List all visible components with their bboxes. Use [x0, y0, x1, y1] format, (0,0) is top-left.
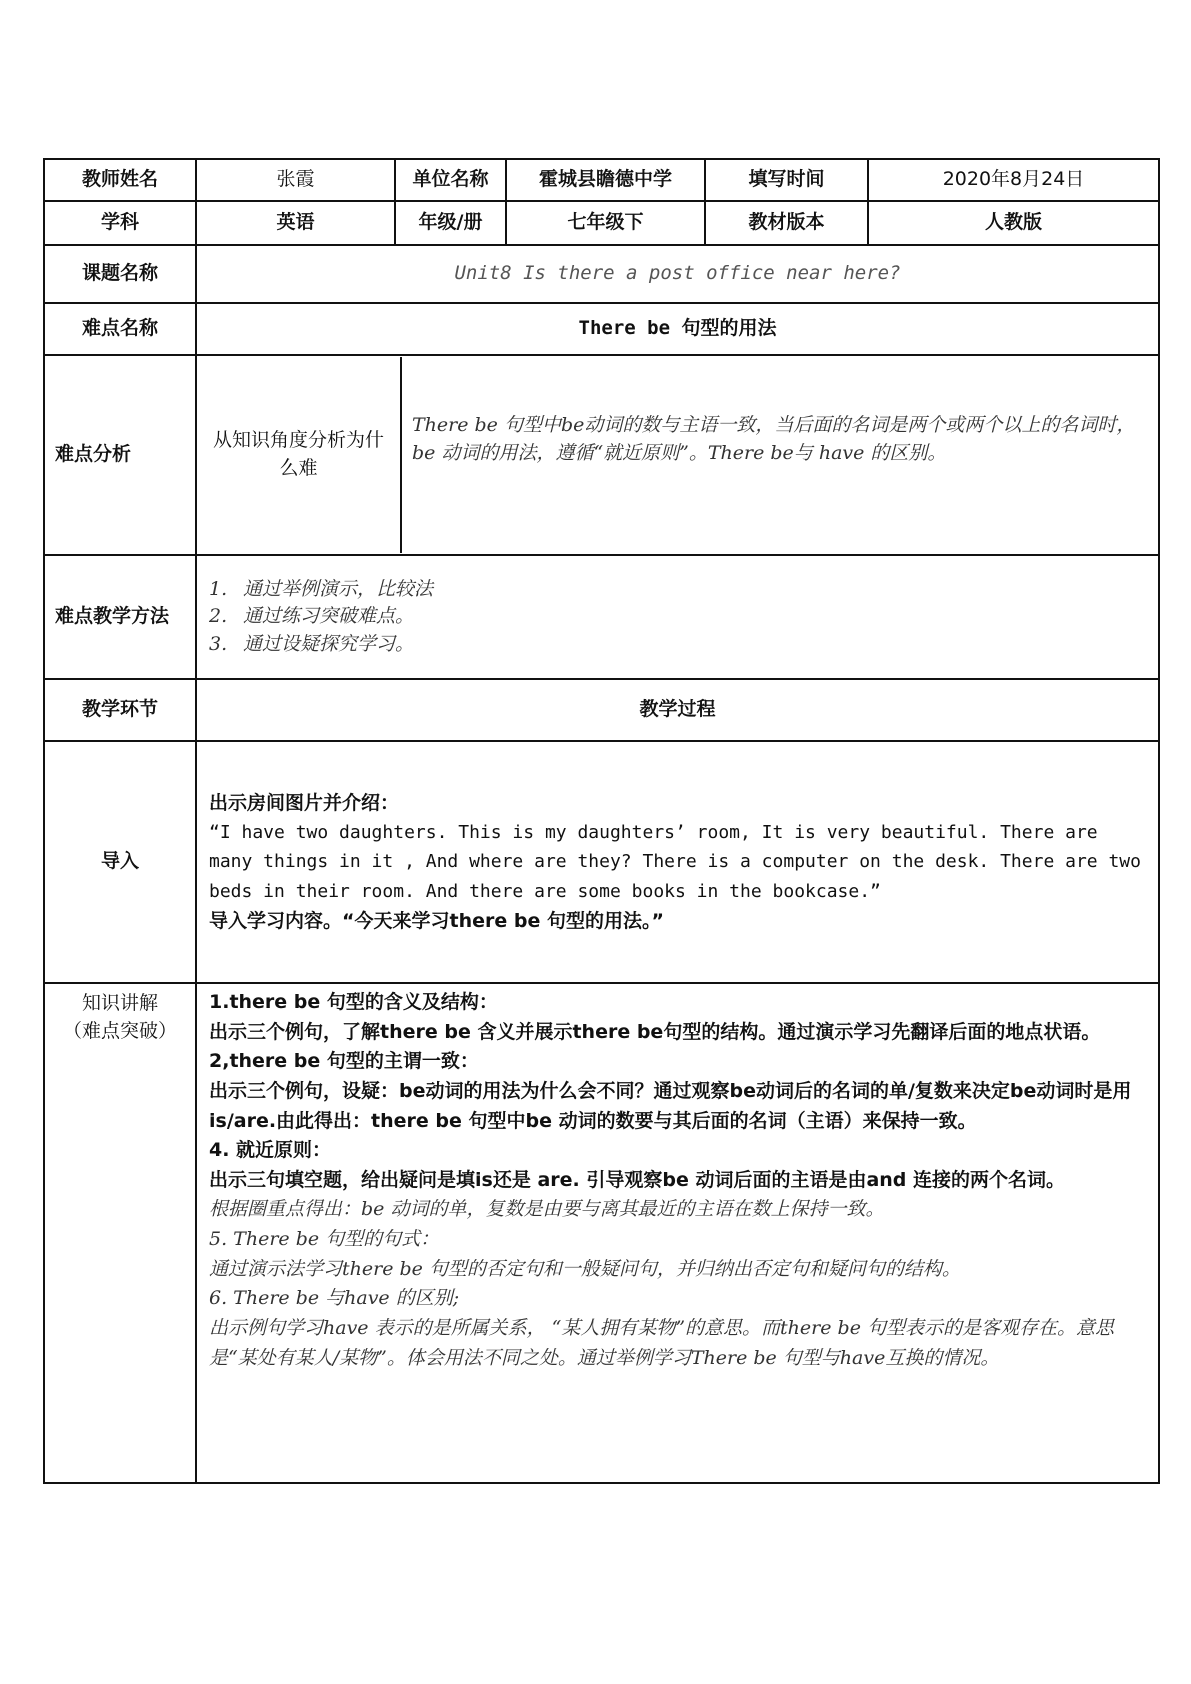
methods-row: [44, 555, 1159, 679]
difficulty-label: 难点名称: [44, 303, 196, 355]
list-item: 1. 通过举例演示，比较法: [209, 577, 434, 600]
knowledge-line: 1.there be 句型的含义及结构：: [209, 991, 498, 1013]
date-label: 填写时间: [705, 159, 868, 201]
knowledge-label: 知识讲解: [81, 992, 158, 1014]
date-value: 2020年8月24日: [868, 159, 1159, 201]
knowledge-line: 通过演示法学习there be 句型的否定句和一般疑问句，并归纳出否定句和疑问句的结构。: [209, 1257, 961, 1280]
grade-value: 七年级下: [506, 201, 705, 245]
knowledge-line: 出示三个例句，了解there be 含义并展示there be句型的结构。通过演示学习先翻译后面的地点状语。: [209, 1020, 1101, 1043]
textbook-label: 教材版本: [705, 201, 868, 245]
analysis-text: There be 句型中be动词的数与主语一致，当后面的名词是两个或两个以上的名词时，be 动词的用法，遵循“就近原则”。There be与 have 的区别。: [412, 414, 1136, 464]
knowledge-line: 6. There be 与have 的区别;: [209, 1287, 460, 1310]
analysis-cell: [196, 355, 1159, 555]
subject-value: 英语: [196, 201, 395, 245]
analysis-inner: [197, 357, 1158, 553]
unit-value: 霍城县瞻德中学: [506, 159, 705, 201]
header-row-2: [44, 201, 1159, 245]
topic-row: [44, 245, 1159, 303]
intro-line-3: 导入学习内容。“今天来学习there be 句型的用法。”: [209, 909, 664, 932]
intro-label: 导入: [44, 741, 196, 983]
analysis-sub-label: 从知识角度分析为什么难: [197, 357, 401, 553]
knowledge-line: 5. There be 句型的句式：: [209, 1228, 440, 1250]
intro-line-2: “I have two daughters. This is my daughters’ room, It is very beautiful. There are many things in it , And where are they? There is a computer on the desk. There are two beds in their room. And there are some books in the bookcase.”: [209, 822, 1141, 902]
methods-list: [209, 576, 1150, 659]
topic-value: Unit8 Is there a post office near here?: [196, 245, 1159, 303]
knowledge-line: 2,there be 句型的主谓一致：: [209, 1050, 479, 1073]
list-item: 2. 通过练习突破难点。: [209, 605, 415, 628]
intro-line-1: 出示房间图片并介绍：: [209, 791, 400, 814]
process-header-row: [44, 679, 1159, 741]
knowledge-line: 出示例句学习have 表示的是所属关系， “某人拥有某物”的意思。而there be 句型表示的是客观存在。意思是“某处有某人/某物”。体会用法不同之处。通过举例学习There be 句型与have互换的情况。: [209, 1316, 1114, 1369]
difficulty-value: There be 句型的用法: [196, 303, 1159, 355]
list-item: 3. 通过设疑探究学习。: [209, 632, 415, 655]
knowledge-label-cell: [44, 983, 196, 1483]
knowledge-row: [44, 983, 1159, 1483]
intro-cell: [196, 741, 1159, 983]
teacher-label: 教师姓名: [44, 159, 196, 201]
analysis-label: 难点分析: [44, 355, 196, 555]
textbook-value: 人教版: [868, 201, 1159, 245]
form-table: [43, 158, 1160, 1484]
process-title: 教学过程: [196, 679, 1159, 741]
knowledge-line: 根据圈重点得出：be 动词的单，复数是由要与离其最近的主语在数上保持一致。: [209, 1198, 885, 1221]
knowledge-line: 4. 就近原则：: [209, 1139, 332, 1162]
intro-row: [44, 741, 1159, 983]
knowledge-line: 出示三个例句，设疑：be动词的用法为什么会不同？通过观察be动词后的名词的单/复数来决定be动词时是用is/are.由此得出：there be 句型中be 动词的数要与其后面的名词（主语）来保持一致。: [209, 1079, 1132, 1132]
knowledge-line: 出示三句填空题，给出疑问是填is还是 are. 引导观察be 动词后面的主语是由and 连接的两个名词。: [209, 1168, 1066, 1191]
process-step-label: 教学环节: [44, 679, 196, 741]
analysis-row: [44, 355, 1159, 555]
methods-label: 难点教学方法: [44, 555, 196, 679]
grade-label: 年级/册: [395, 201, 506, 245]
topic-label: 课题名称: [44, 245, 196, 303]
knowledge-cell: [196, 983, 1159, 1483]
teacher-value: 张霞: [196, 159, 395, 201]
methods-cell: [196, 555, 1159, 679]
difficulty-row: [44, 303, 1159, 355]
header-row-1: [44, 159, 1159, 201]
unit-label: 单位名称: [395, 159, 506, 201]
lesson-plan-form: [43, 158, 1158, 1484]
subject-label: 学科: [44, 201, 196, 245]
knowledge-sublabel: （难点突破）: [62, 1019, 177, 1042]
